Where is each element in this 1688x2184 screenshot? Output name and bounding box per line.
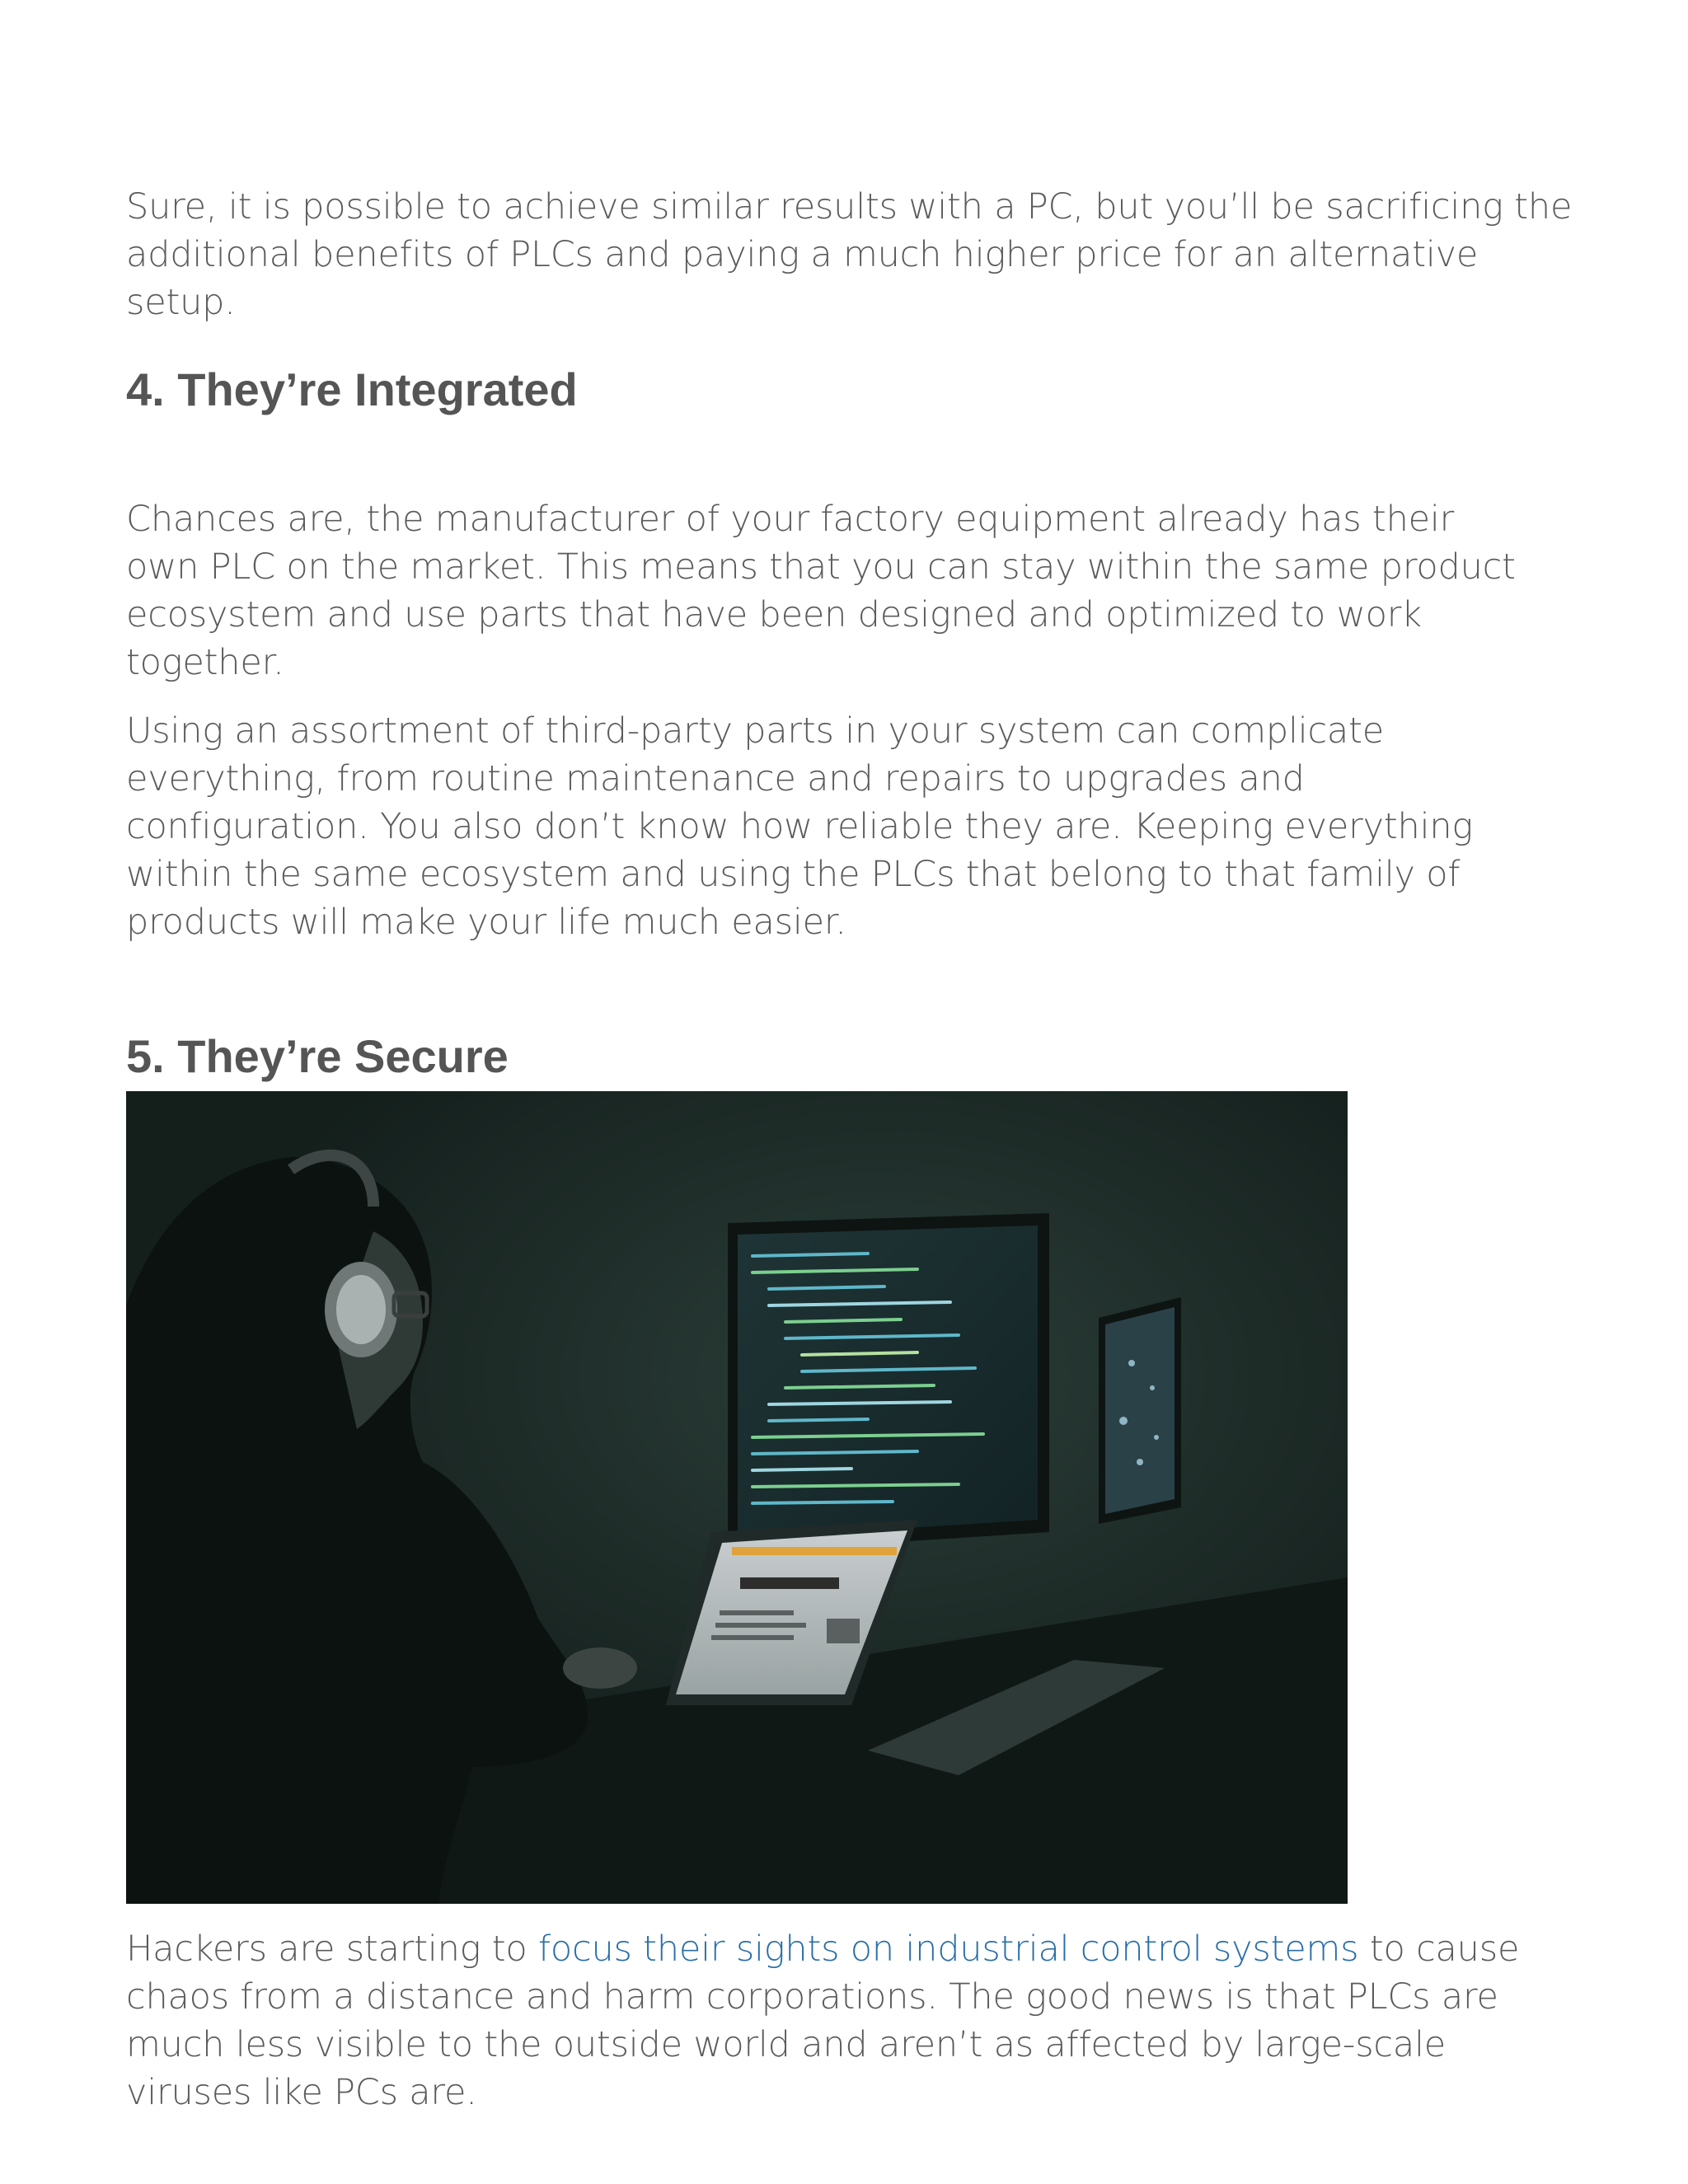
section4-paragraph-2: Using an assortment of third-party parts in your system can complicate everything, from routine maintenance and repairs to upgrades and configuration. You also don’t know how reliable they are. Keeping everything within the same ecosystem and using the PLCs that belong to that family of products will make your life much easier.	[126, 710, 1473, 943]
section5-paragraph	[126, 1925, 1577, 2116]
paragraph-text-before-link: Hackers are starting to	[126, 1929, 538, 1970]
intro-paragraph: Sure, it is possible to achieve similar results with a PC, but you’ll be sacrificing the additional benefits of PLCs and paying a much higher price for an alternative setup.	[126, 186, 1573, 323]
photo-hacker-at-computer	[126, 1091, 1348, 1904]
section-heading-integrated: 4. They’re Integrated	[126, 363, 578, 415]
ics-hacking-link[interactable]: focus their sights on industrial control systems	[537, 1929, 1359, 1970]
section4-paragraph-1: Chances are, the manufacturer of your factory equipment already has their own PLC on the market. This means that you can stay within the same product ecosystem and use parts that have been designed and optimized to work together.	[126, 499, 1516, 683]
paragraph-text-after-link: to cause chaos from a distance and harm corporations. The good news is that PLCs are much less visible to the outside world and aren’t as affected by large-scale viruses like PCs are.	[126, 1929, 1520, 2113]
section-heading-secure: 5. They’re Secure	[126, 1030, 509, 1082]
